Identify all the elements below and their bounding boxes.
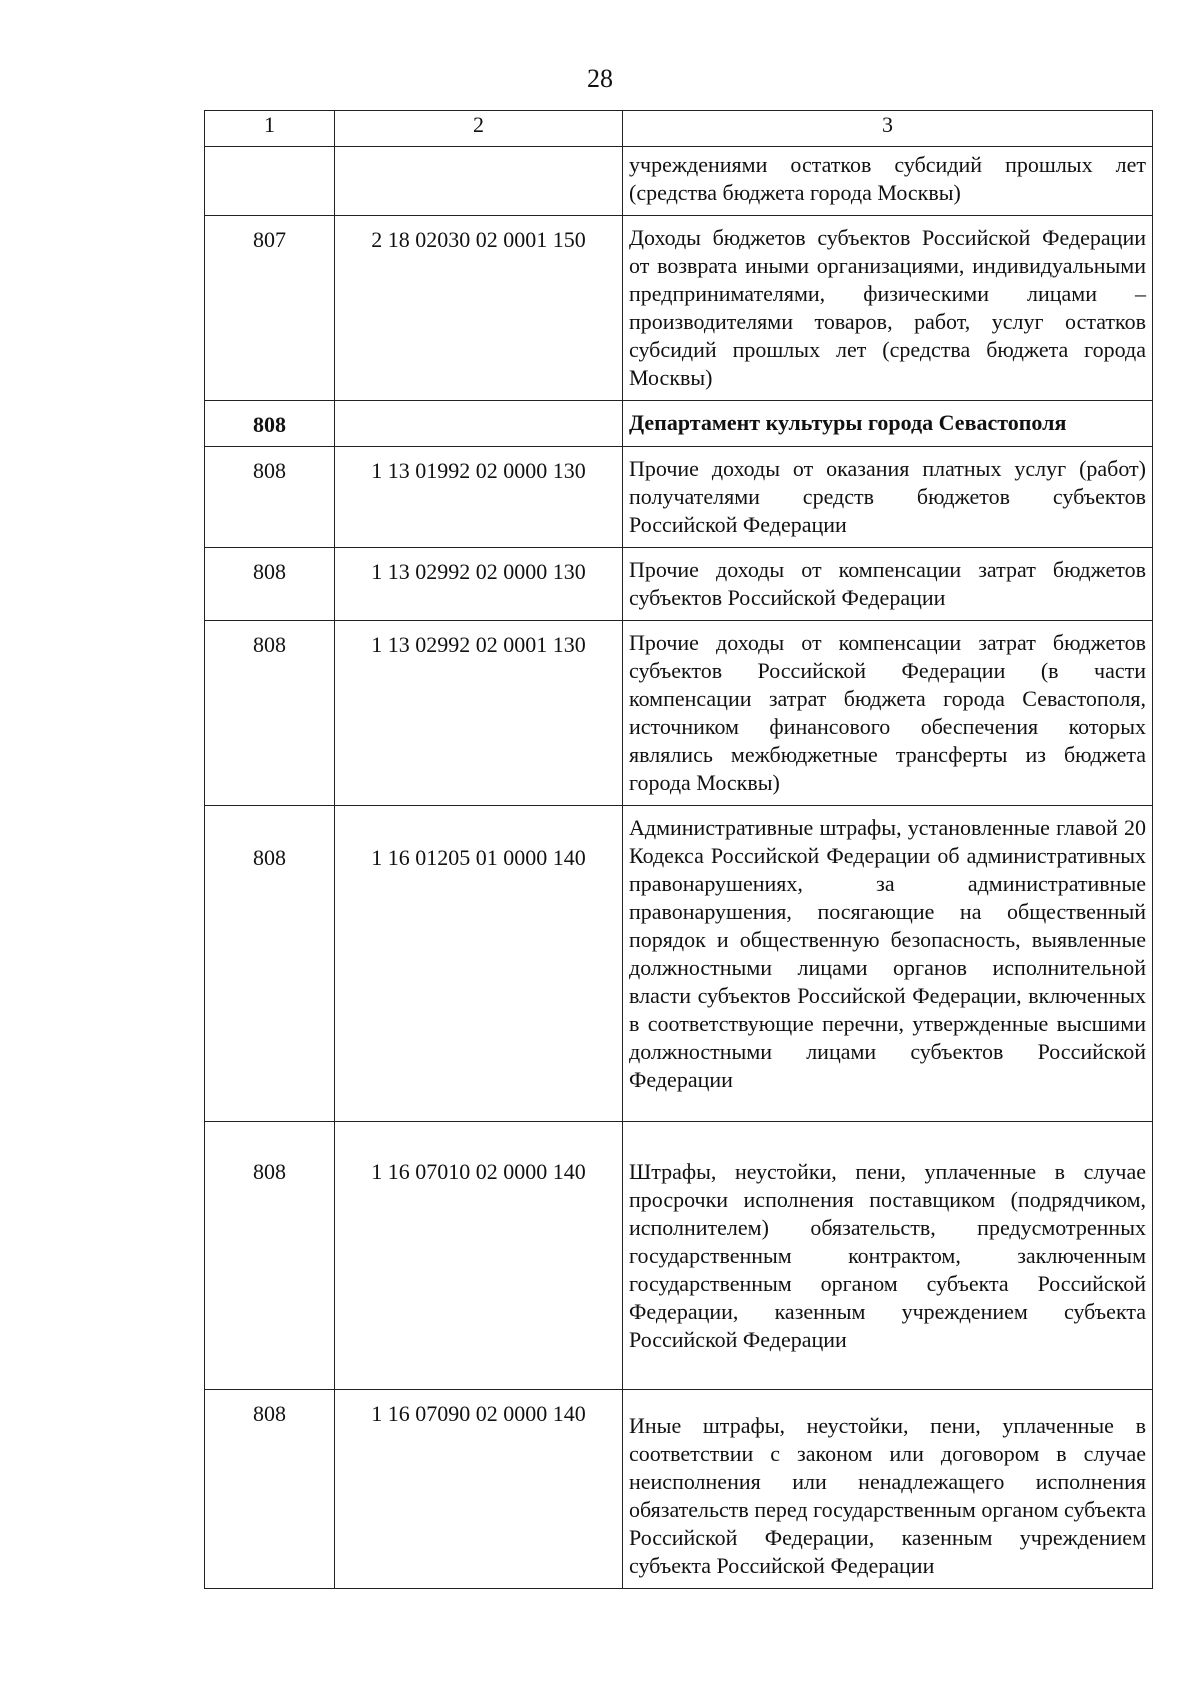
table-row — [205, 216, 1153, 401]
admin-code-cell: 808 — [205, 1122, 335, 1390]
table-row — [205, 1122, 1153, 1390]
kbk-cell — [335, 147, 623, 216]
admin-code-cell: 808 — [205, 548, 335, 621]
description-cell: учреждениями остатков субсидий прошлых лет (средства бюджета города Москвы) — [623, 147, 1153, 216]
kbk-cell: 1 16 07010 02 0000 140 — [335, 1122, 623, 1390]
column-header-1: 1 — [205, 111, 335, 147]
admin-code-cell: 808 — [205, 401, 335, 447]
page-number — [78, 64, 1200, 94]
description-cell: Прочие доходы от компенсации затрат бюджетов субъектов Российской Федерации — [623, 548, 1153, 621]
table-row — [205, 401, 1153, 447]
kbk-cell: 1 13 02992 02 0000 130 — [335, 548, 623, 621]
description-cell: Административные штрафы, установленные главой 20 Кодекса Российской Федерации об административных правонарушениях, за административные правонарушения, посягающие на общественный порядок и общественную безопасность, выявленные должностными лицами органов исполнительной власти субъектов Российской Федерации, включенных в соответствующие перечни, утвержденные высшими должностными лицами субъектов Российской Федерации — [623, 806, 1153, 1122]
admin-code-cell: 808 — [205, 621, 335, 806]
kbk-cell: 1 16 07090 02 0000 140 — [335, 1390, 623, 1589]
section-title-cell: Департамент культуры города Севастополя — [623, 401, 1153, 447]
table-row — [205, 147, 1153, 216]
table-row — [205, 447, 1153, 548]
description-cell: Прочие доходы от компенсации затрат бюджетов субъектов Российской Федерации (в части компенсации затрат бюджета города Севастополя, источником финансового обеспечения которых являлись межбюджетные трансферты из бюджета города Москвы) — [623, 621, 1153, 806]
admin-code-cell: 808 — [205, 447, 335, 548]
kbk-cell — [335, 401, 623, 447]
revenue-codes-table — [204, 110, 1153, 1589]
column-header-3: 3 — [623, 111, 1153, 147]
kbk-cell: 1 13 01992 02 0000 130 — [335, 447, 623, 548]
page-number-text: 28 — [587, 64, 613, 93]
kbk-cell: 2 18 02030 02 0001 150 — [335, 216, 623, 401]
kbk-cell: 1 13 02992 02 0001 130 — [335, 621, 623, 806]
table-row — [205, 1390, 1153, 1589]
description-cell: Иные штрафы, неустойки, пени, уплаченные в соответствии с законом или договором в случае неисполнения или ненадлежащего исполнения обязательств перед государственным органом субъекта Российской Федерации, казенным учреждением субъекта Российской Федерации — [623, 1390, 1153, 1589]
description-cell: Прочие доходы от оказания платных услуг (работ) получателями средств бюджетов субъектов Российской Федерации — [623, 447, 1153, 548]
admin-code-cell: 808 — [205, 806, 335, 1122]
table-row — [205, 548, 1153, 621]
column-header-2: 2 — [335, 111, 623, 147]
description-cell: Штрафы, неустойки, пени, уплаченные в случае просрочки исполнения поставщиком (подрядчиком, исполнителем) обязательств, предусмотренных государственным контрактом, заключенным государственным органом субъекта Российской Федерации, казенным учреждением субъекта Российской Федерации — [623, 1122, 1153, 1390]
kbk-cell: 1 16 01205 01 0000 140 — [335, 806, 623, 1122]
admin-code-cell — [205, 147, 335, 216]
table-row — [205, 621, 1153, 806]
description-cell: Доходы бюджетов субъектов Российской Федерации от возврата иными организациями, индивидуальными предпринимателями, физическими лицами – производителями товаров, работ, услуг остатков субсидий прошлых лет (средства бюджета города Москвы) — [623, 216, 1153, 401]
table-row — [205, 806, 1153, 1122]
admin-code-cell: 807 — [205, 216, 335, 401]
admin-code-cell: 808 — [205, 1390, 335, 1589]
table-header-row — [205, 111, 1153, 147]
